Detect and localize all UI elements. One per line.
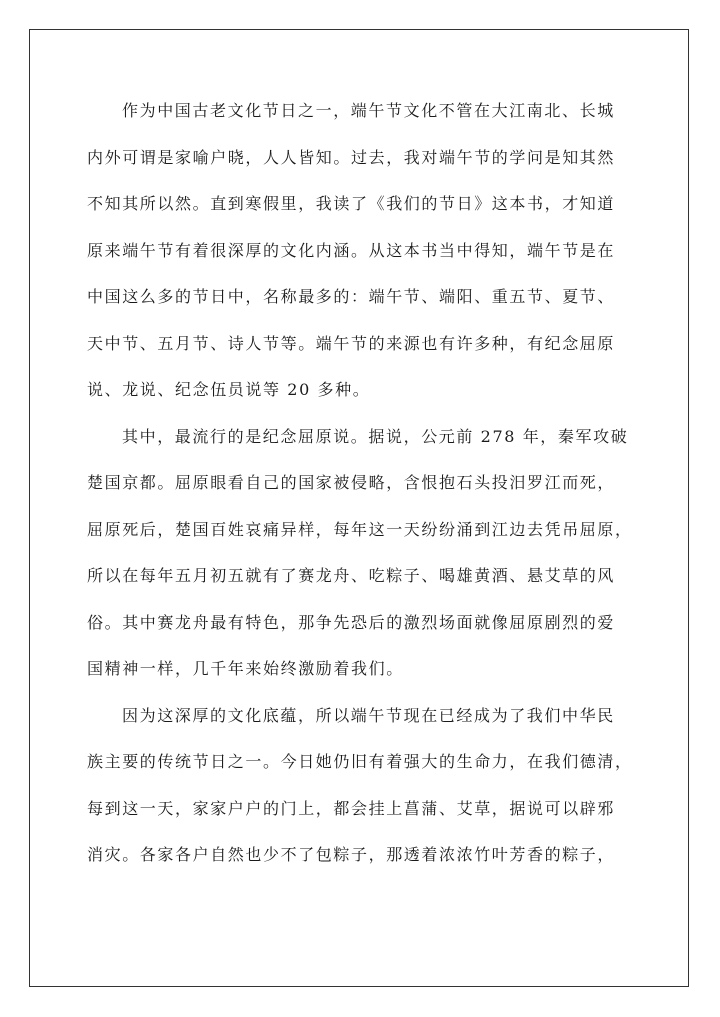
text-line: 屈原死后，楚国百姓哀痛异样，每年这一天纷纷涌到江边去凭吊屈原，: [87, 519, 633, 539]
text-line: 楚国京都。屈原眼看自己的国家被侵略，含恨抱石头投汨罗江而死，: [87, 473, 616, 492]
paragraph-2: [87, 420, 647, 699]
text-line: 俗。其中赛龙舟最有特色，那争先恐后的激烈场面就像屈原剧烈的爱: [87, 612, 616, 632]
text-line: 作为中国古老文化节日之一，端午节文化不管在大江南北、长城: [122, 101, 615, 120]
paragraph-1: [87, 94, 647, 420]
text-line: 族主要的传统节日之一。今日她仍旧有着强大的生命力，在我们德清，: [87, 752, 633, 771]
text-line: 每到这一天，家家户户的门上，都会挂上菖蒲、艾草，据说可以辟邪: [87, 798, 616, 818]
text-line: 因为这深厚的文化底蕴，所以端午节现在已经成为了我们中华民: [122, 705, 615, 725]
paragraph-3: [87, 699, 647, 885]
text-line: 内外可谓是家喻户晓，人人皆知。过去，我对端午节的学问是知其然: [87, 147, 616, 167]
text-line: 其中，最流行的是纪念屈原说。据说，公元前 278 年，秦军攻破: [122, 426, 629, 446]
text-line: 原来端午节有着很深厚的文化内涵。从这本书当中得知，端午节是在: [87, 240, 616, 260]
text-line: 天中节、五月节、诗人节等。端午节的来源也有许多种，有纪念屈原: [87, 333, 616, 353]
text-line: 消灾。各家各户自然也少不了包粽子，那透着浓浓竹叶芳香的粽子，: [87, 845, 616, 864]
text-line: 说、龙说、纪念伍员说等 20 多种。: [87, 380, 371, 399]
text-line: 所以在每年五月初五就有了赛龙舟、吃粽子、喝雄黄酒、悬艾草的风: [87, 566, 616, 585]
text-line: 不知其所以然。直到寒假里，我读了《我们的节日》这本书，才知道: [87, 194, 616, 213]
document-body: [87, 94, 647, 885]
text-line: 中国这么多的节日中，名称最多的：端午节、端阳、重五节、夏节、: [87, 287, 616, 306]
text-line: 国精神一样，几千年来始终激励着我们。: [87, 659, 404, 678]
